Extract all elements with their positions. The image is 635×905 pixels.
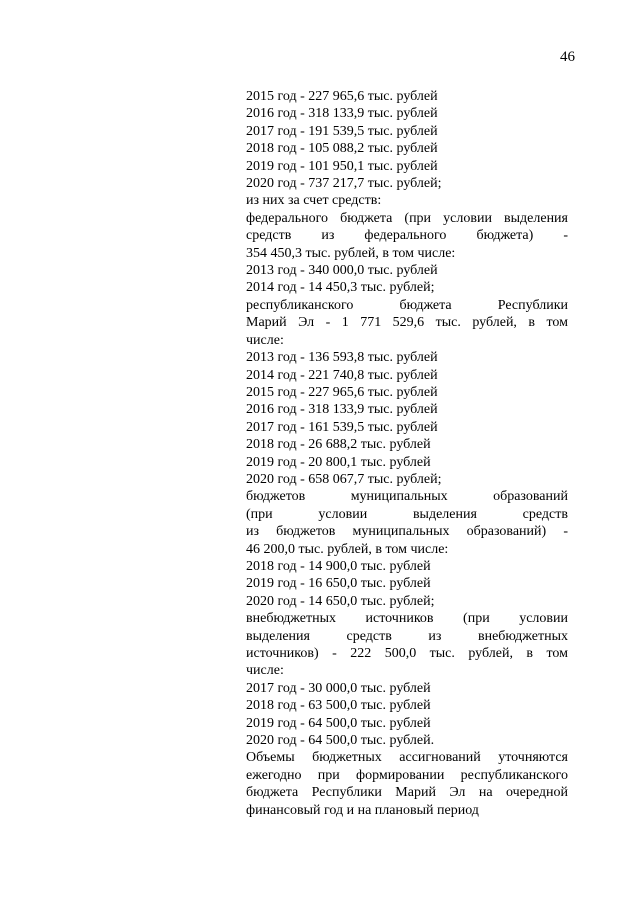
- text-line: (при условии выделения средств: [246, 506, 568, 522]
- text-line: бюджета Республики Марий Эл на очередной: [246, 785, 568, 801]
- text-line: из них за счет средств:: [246, 193, 382, 209]
- text-line: 2019 год - 16 650,0 тыс. рублей: [246, 576, 431, 592]
- text-line: 2013 год - 136 593,8 тыс. рублей: [246, 350, 438, 366]
- text-line: 2016 год - 318 133,9 тыс. рублей: [246, 402, 438, 418]
- text-line: Объемы бюджетных ассигнований уточняются: [246, 750, 568, 766]
- text-line: 354 450,3 тыс. рублей, в том числе:: [246, 245, 456, 261]
- text-line: федерального бюджета (при условии выделения: [246, 210, 568, 226]
- text-line: финансовый год и на плановый период: [246, 802, 479, 818]
- text-line: 2018 год - 105 088,2 тыс. рублей: [246, 141, 438, 157]
- text-line: 2013 год - 340 000,0 тыс. рублей: [246, 263, 438, 279]
- text-line: средств из федерального бюджета) -: [246, 228, 568, 244]
- text-line: источников) - 222 500,0 тыс. рублей, в том: [246, 646, 568, 661]
- text-line: 2016 год - 318 133,9 тыс. рублей: [246, 106, 438, 122]
- text-line: 2014 год - 221 740,8 тыс. рублей: [246, 367, 438, 383]
- text-line: 2015 год - 227 965,6 тыс. рублей: [246, 384, 438, 400]
- text-line: 2018 год - 63 500,0 тыс. рублей: [246, 698, 431, 714]
- page-number: 46: [560, 49, 575, 65]
- text-line: из бюджетов муниципальных образований) -: [246, 524, 568, 540]
- text-line: 2019 год - 64 500,0 тыс. рублей: [246, 715, 431, 731]
- text-line: выделения средств из внебюджетных: [246, 628, 568, 644]
- text-line: 46 200,0 тыс. рублей, в том числе:: [246, 541, 449, 557]
- text-line: 2019 год - 101 950,1 тыс. рублей: [246, 158, 438, 174]
- text-line: 2019 год - 20 800,1 тыс. рублей: [246, 454, 431, 470]
- text-line: числе:: [246, 663, 284, 679]
- text-line: 2018 год - 14 900,0 тыс. рублей: [246, 558, 431, 574]
- text-line: 2017 год - 161 539,5 тыс. рублей: [246, 419, 438, 435]
- text-line: 2015 год - 227 965,6 тыс. рублей: [246, 89, 438, 104]
- text-line: 2020 год - 737 217,7 тыс. рублей;: [246, 176, 442, 192]
- text-line: 2014 год - 14 450,3 тыс. рублей;: [246, 280, 435, 296]
- text-line: 2020 год - 64 500,0 тыс. рублей.: [246, 733, 435, 749]
- text-line: республиканского бюджета Республики: [246, 297, 568, 313]
- text-line: 2020 год - 658 067,7 тыс. рублей;: [246, 471, 442, 487]
- text-line: 2018 год - 26 688,2 тыс. рублей: [246, 437, 431, 453]
- text-line: ежегодно при формировании республиканского: [246, 767, 568, 783]
- text-line: 2020 год - 14 650,0 тыс. рублей;: [246, 593, 435, 609]
- text-line: внебюджетных источников (при условии: [246, 611, 568, 627]
- text-line: Марий Эл - 1 771 529,6 тыс. рублей, в том: [246, 315, 568, 331]
- text-line: 2017 год - 191 539,5 тыс. рублей: [246, 123, 438, 139]
- text-line: числе:: [246, 332, 284, 348]
- text-line: 2017 год - 30 000,0 тыс. рублей: [246, 680, 431, 696]
- text-line: бюджетов муниципальных образований: [246, 489, 568, 505]
- document-text-block: [246, 88, 568, 819]
